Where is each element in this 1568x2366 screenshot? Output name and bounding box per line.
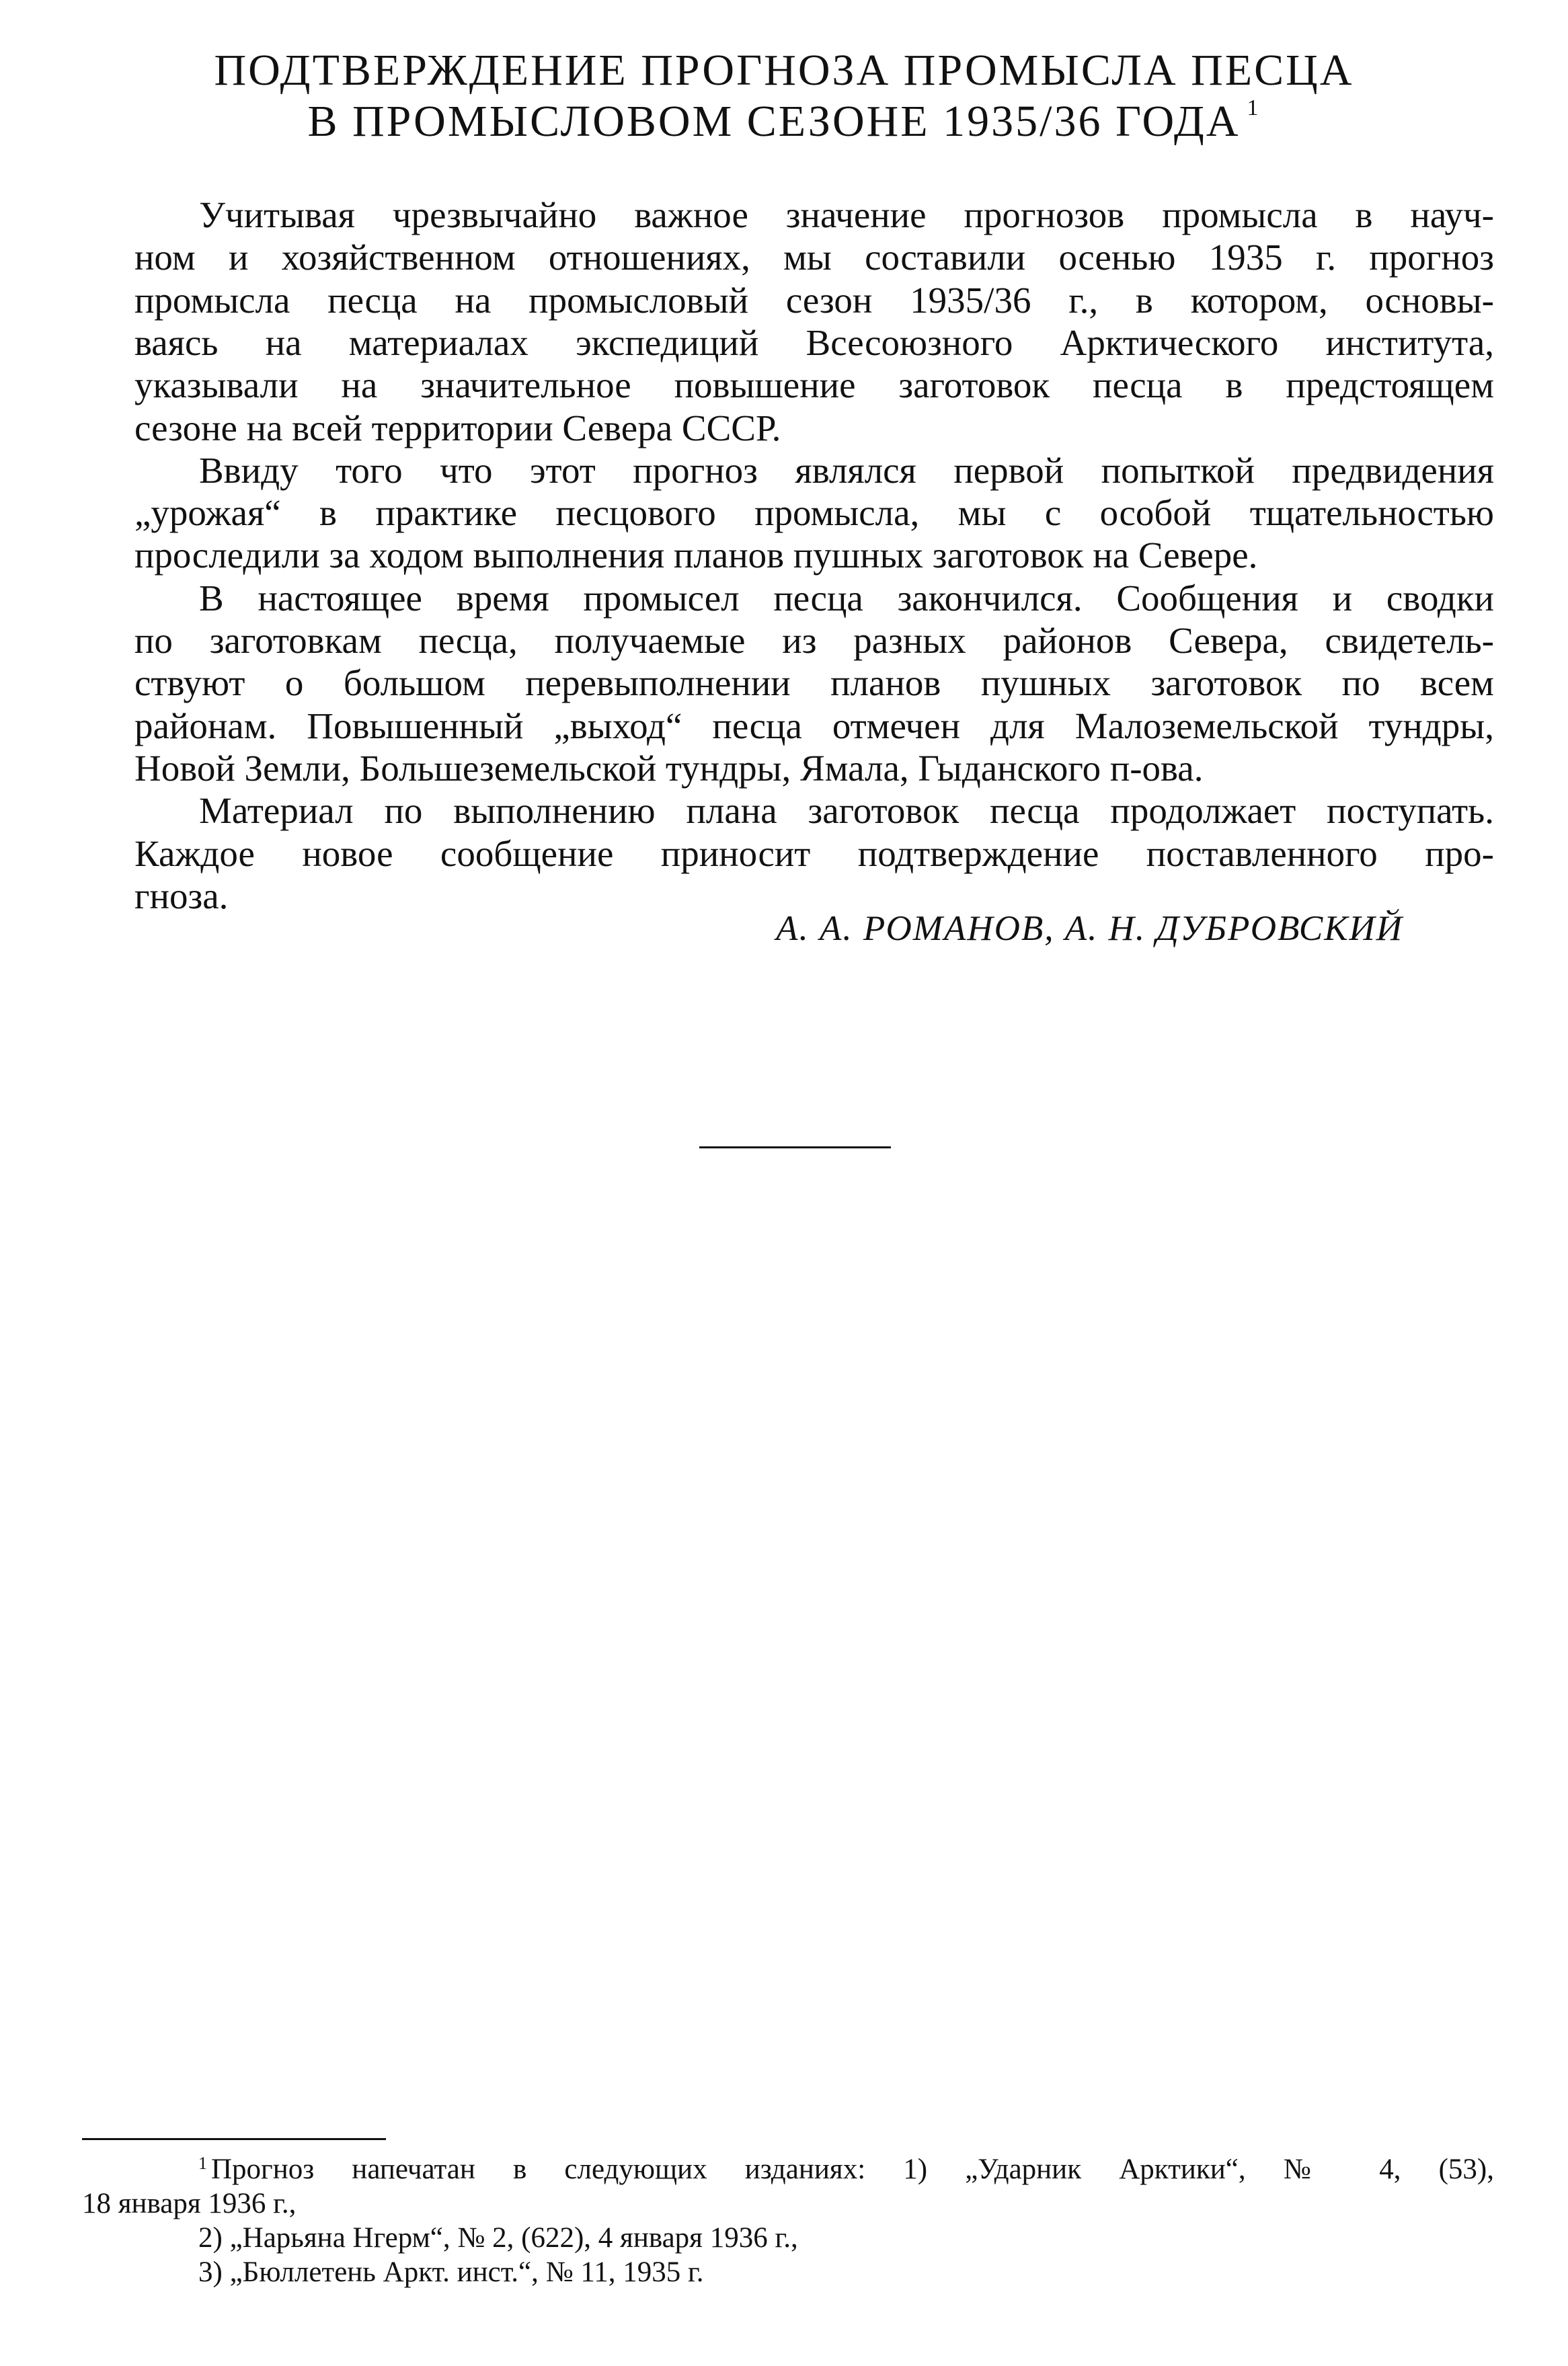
section-divider <box>699 1146 891 1148</box>
paragraph-1-line: указывали на значительное повышение заготовок песца в предстоящем <box>134 364 1494 406</box>
paragraph-1-line: ваясь на материалах экспедиций Всесоюзного Арктического института, <box>134 321 1494 363</box>
title-text-1: ПОДТВЕРЖДЕНИЕ ПРОГНОЗА ПРОМЫСЛА ПЕСЦА <box>214 46 1354 95</box>
paragraph-4-line: гноза. <box>134 875 229 916</box>
paragraph-3-line: районам. Повышенный „выход“ песца отмечен для Малоземельской тундры, <box>134 705 1494 746</box>
paragraph-4-line: Каждое новое сообщение приносит подтверждение поставленного про- <box>134 832 1494 874</box>
paragraph-4-line: Материал по выполнению плана заготовок песца продолжает поступать. <box>199 790 1494 832</box>
paragraph-3-line: Новой Земли, Большеземельской тундры, Ямала, Гыданского п-ова. <box>134 747 1204 789</box>
footnote-line-2: 18 января 1936 г., <box>82 2188 297 2219</box>
title-text-2: В ПРОМЫСЛОВОМ СЕЗОНЕ 1935/36 ГОДА <box>307 97 1241 146</box>
footnote-line-1 <box>82 2155 1494 2184</box>
footnote-line-4: 3) „Бюллетень Аркт. инст.“, № 11, 1935 г. <box>198 2256 704 2288</box>
paragraph-1-line: промысла песца на промысловый сезон 1935/36 г., в котором, основы- <box>134 279 1494 321</box>
paragraph-2-line: „урожая“ в практике песцового промысла, мы с особой тщательностью <box>134 492 1494 534</box>
article-title-line-1 <box>0 48 1568 93</box>
footnote-line-3: 2) „Нарьяна Нгерм“, № 2, (622), 4 января 1936 г., <box>198 2222 798 2254</box>
footnote-divider <box>82 2138 386 2140</box>
footnote-reference: 1 <box>1247 95 1261 120</box>
authors: А. А. РОМАНОВ, А. Н. ДУБРОВСКИЙ <box>776 909 1403 948</box>
paragraph-1-line: ном и хозяйственном отношениях, мы составили осенью 1935 г. прогноз <box>134 237 1494 278</box>
paragraph-2-line: проследили за ходом выполнения планов пушных заготовок на Севере. <box>134 535 1258 576</box>
article-title-line-2 <box>0 95 1568 146</box>
footnote-mark: 1 <box>198 2154 207 2173</box>
paragraph-3-line: В настоящее время промысел песца закончился. Сообщения и сводки <box>199 577 1494 619</box>
paragraph-2-line: Ввиду того что этот прогноз являлся первой попыткой предвидения <box>199 449 1494 491</box>
paragraph-3-line: по заготовкам песца, получаемые из разных районов Севера, свидетель- <box>134 620 1494 661</box>
paragraph-3-line: ствуют о большом перевыполнении планов пушных заготовок по всем <box>134 662 1494 704</box>
footnote-text-1: Прогноз напечатан в следующих изданиях: 1) „Ударник Арктики“, № 4, (53), <box>211 2154 1494 2185</box>
paragraph-1-line: сезоне на всей территории Севера СССР. <box>134 407 781 448</box>
paragraph-1-line: Учитывая чрезвычайно важное значение прогнозов промысла в науч- <box>199 194 1494 235</box>
